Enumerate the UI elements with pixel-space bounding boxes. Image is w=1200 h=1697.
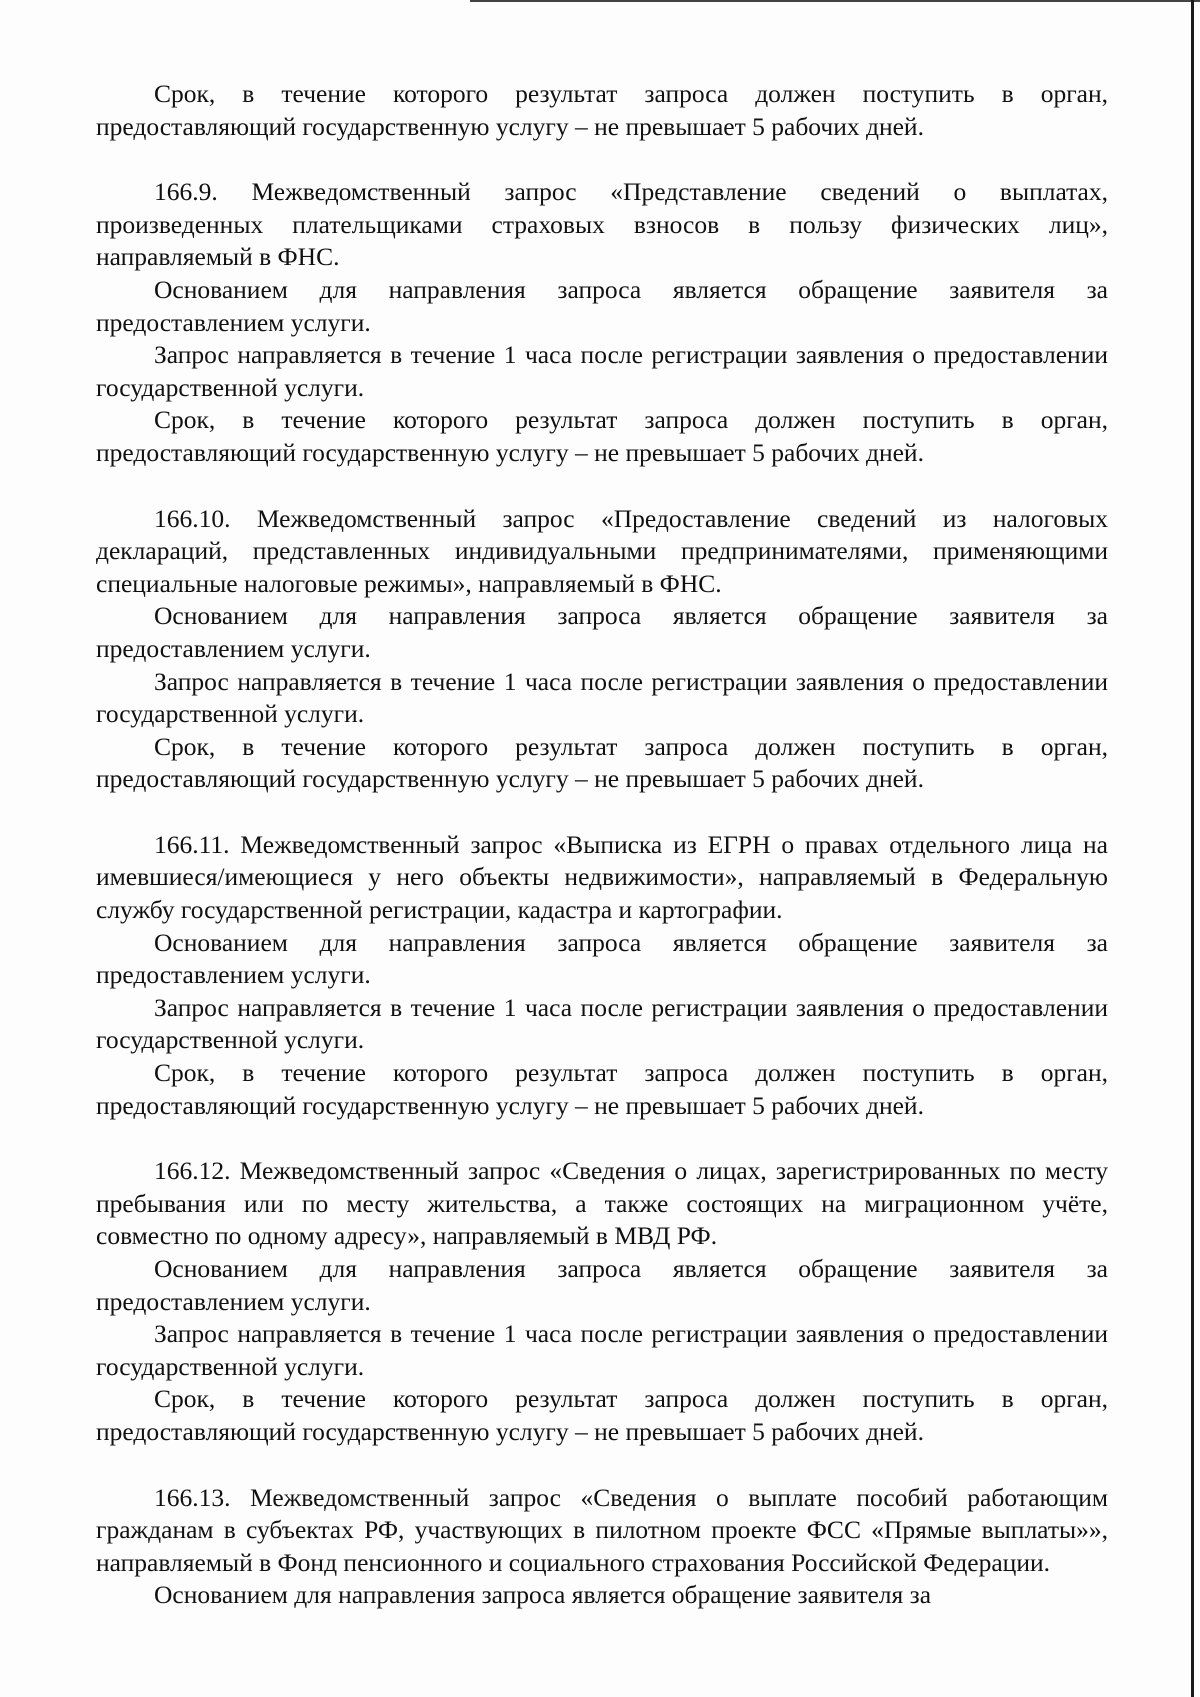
- paragraph-basis: Основанием для направления запроса является обращение заявителя за предоставлением услуги.: [96, 601, 1108, 663]
- paragraph-basis: Основанием для направления запроса является обращение заявителя за предоставлением услуги.: [96, 274, 1108, 337]
- paragraph-timing: Запрос направляется в течение 1 часа после регистрации заявления о предоставлении государственной услуги.: [96, 340, 1108, 402]
- section-166-8-tail: [96, 78, 1108, 143]
- paragraph-timing: Запрос направляется в течение 1 часа после регистрации заявления о предоставлении государственной услуги.: [96, 666, 1108, 729]
- paragraph-request-title: 166.10. Межведомственный запрос «Предоставление сведений из налоговых деклараций, представленных индивидуальными предпринимателями, применяющими специальные налоговые режимы», направляемый в ФНС.: [96, 503, 1108, 598]
- paragraph-request-title: 166.13. Межведомственный запрос «Сведения о выплате пособий работающим гражданам в субъектах РФ, участвующих в пилотном проекте ФСС «Прямые выплаты»», направляемый в Фонд пенсионного и социального страхования Российской Федерации.: [96, 1482, 1108, 1577]
- paragraph-deadline: Срок, в течение которого результат запроса должен поступить в орган, предоставляющий государственную услугу – не превышает 5 рабочих дней.: [96, 731, 1108, 794]
- paragraph-deadline: Срок, в течение которого результат запроса должен поступить в орган, предоставляющий государственную услугу – не превышает 5 рабочих дней.: [96, 1058, 1108, 1120]
- scan-edge-top: [470, 0, 1200, 2]
- paragraph-basis-continued: Основанием для направления запроса является обращение заявителя за: [154, 1580, 932, 1610]
- document-body: [96, 78, 1108, 1612]
- paragraph-request-title: 166.11. Межведомственный запрос «Выписка из ЕГРН о правах отдельного лица на имевшиеся/имеющиеся у него объекты недвижимости», направляемый в Федеральную службу государственной регистрации, кадастра и картографии.: [96, 829, 1108, 925]
- paragraph-timing: Запрос направляется в течение 1 часа после регистрации заявления о предоставлении государственной услуги.: [96, 992, 1108, 1055]
- paragraph-request-title: 166.12. Межведомственный запрос «Сведения о лицах, зарегистрированных по месту пребывания или по месту жительства, а также состоящих на миграционном учёте, совместно по одному адресу», направляемый в МВД РФ.: [96, 1156, 1108, 1251]
- paragraph-basis: Основанием для направления запроса является обращение заявителя за предоставлением услуги.: [96, 1254, 1108, 1316]
- section-166-13: [96, 1482, 1108, 1612]
- section-166-9: [96, 176, 1108, 469]
- paragraph-basis: Основанием для направления запроса является обращение заявителя за предоставлением услуги.: [96, 927, 1108, 990]
- scan-edge-right: [1191, 0, 1194, 1697]
- paragraph-deadline: Срок, в течение которого результат запроса должен поступить в орган, предоставляющий государственную услугу – не превышает 5 рабочих дней.: [96, 405, 1108, 467]
- paragraph-deadline: Срок, в течение которого результат запроса должен поступить в орган, предоставляющий государственную услугу – не превышает 5 рабочих дней.: [96, 79, 1108, 141]
- section-166-12: [96, 1155, 1108, 1448]
- section-166-10: [96, 503, 1108, 796]
- paragraph-timing: Запрос направляется в течение 1 часа после регистрации заявления о предоставлении государственной услуги.: [96, 1319, 1108, 1381]
- paragraph-deadline: Срок, в течение которого результат запроса должен поступить в орган, предоставляющий государственную услугу – не превышает 5 рабочих дней.: [96, 1384, 1108, 1446]
- paragraph-request-title: 166.9. Межведомственный запрос «Представление сведений о выплатах, произведенных плательщиками страховых взносов в пользу физических лиц», направляемый в ФНС.: [96, 177, 1108, 272]
- section-166-11: [96, 829, 1108, 1122]
